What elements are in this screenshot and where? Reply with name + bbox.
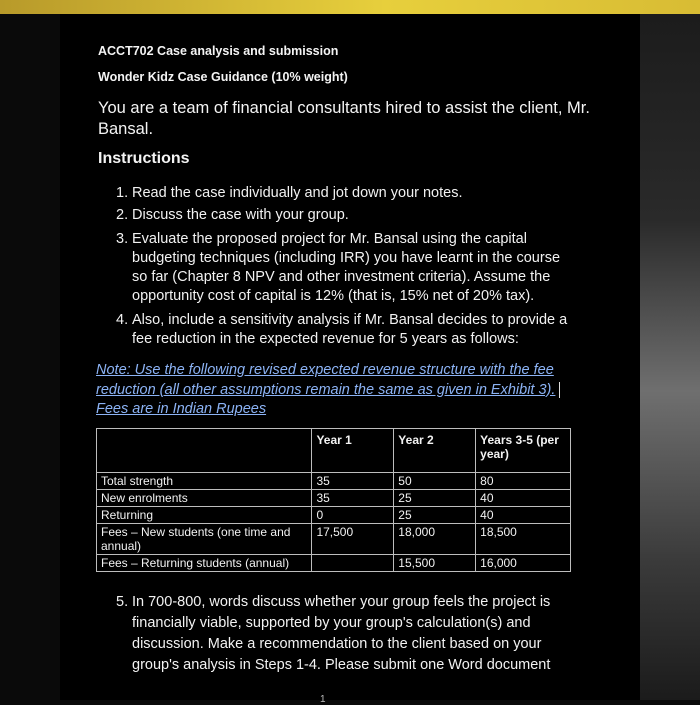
table-cell: 35 — [312, 490, 394, 507]
instructions-heading: Instructions — [98, 150, 190, 167]
background-top-band — [0, 0, 700, 14]
table-cell: Returning — [97, 507, 312, 524]
step-number: 5. — [116, 594, 129, 610]
table-header-cell: Year 2 — [394, 429, 476, 473]
intro-paragraph: You are a team of financial consultants hired to assist the client, Mr. Bansal. — [98, 99, 590, 138]
page-number: 1 — [320, 694, 326, 705]
table-cell: 25 — [394, 490, 476, 507]
table-cell: Fees – Returning students (annual) — [97, 555, 312, 572]
table-cell: Total strength — [97, 473, 312, 490]
table-cell: 40 — [476, 507, 571, 524]
step-number: 3. — [116, 231, 129, 247]
table-header-cell — [97, 429, 312, 473]
step-text: Also, include a sensitivity analysis if Mr. Bansal decides to provide a fee reduction in the expected revenue for 5 years as follows: — [132, 312, 568, 347]
table-cell: New enrolments — [97, 490, 312, 507]
note-currency: Fees are in Indian Rupees — [96, 401, 267, 417]
table-cell: 25 — [394, 507, 476, 524]
table-row — [97, 490, 571, 507]
table-header-cell: Years 3-5 (per year) — [476, 429, 571, 473]
note-link[interactable] — [96, 361, 596, 420]
step-number: 2. — [116, 207, 129, 223]
table-cell: 16,000 — [476, 555, 571, 572]
table-cell: 80 — [476, 473, 571, 490]
course-title: ACCT702 Case analysis and submission — [98, 44, 339, 58]
table-row — [97, 473, 571, 490]
table-cell: 17,500 — [312, 524, 394, 555]
table-cell: 18,000 — [394, 524, 476, 555]
table-cell: 40 — [476, 490, 571, 507]
table-cell: 35 — [312, 473, 394, 490]
table-header-row — [97, 429, 571, 473]
table-row — [97, 507, 571, 524]
guidance-title: Wonder Kidz Case Guidance (10% weight) — [98, 70, 348, 84]
step-text: Read the case individually and jot down your notes. — [132, 185, 463, 201]
text-cursor — [559, 382, 560, 398]
fee-table — [96, 428, 571, 572]
table-cell — [312, 555, 394, 572]
background-right-panel — [640, 14, 700, 700]
step-text: In 700-800, words discuss whether your group feels the project is financially viable, supported by your group's calculation(s) and discussion. Make a recommendation to the client based on your group's analysis in Steps 1-4. Please submit one Word document — [132, 594, 551, 673]
note-text: Note: Use the following revised expected revenue structure with the fee reduction (all other assumptions remain the same as given in Exhibit 3). — [96, 362, 556, 398]
table-cell: 15,500 — [394, 555, 476, 572]
step-text: Evaluate the proposed project for Mr. Bansal using the capital budgeting techniques (including IRR) you have learnt in the course so far (Chapter 8 NPV and other investment criteria). Assume the opportunity cost of capital is 12% (that is, 15% net of 20% tax). — [132, 231, 561, 304]
step-number: 1. — [116, 185, 129, 201]
table-header-cell: Year 1 — [312, 429, 394, 473]
table-row — [97, 555, 571, 572]
document-page — [60, 14, 640, 705]
table-row — [97, 524, 571, 555]
step-number: 4. — [116, 312, 129, 328]
table-cell: 18,500 — [476, 524, 571, 555]
table-cell: 50 — [394, 473, 476, 490]
table-cell: Fees – New students (one time and annual) — [97, 524, 312, 555]
table-cell: 0 — [312, 507, 394, 524]
step-text: Discuss the case with your group. — [132, 207, 349, 223]
